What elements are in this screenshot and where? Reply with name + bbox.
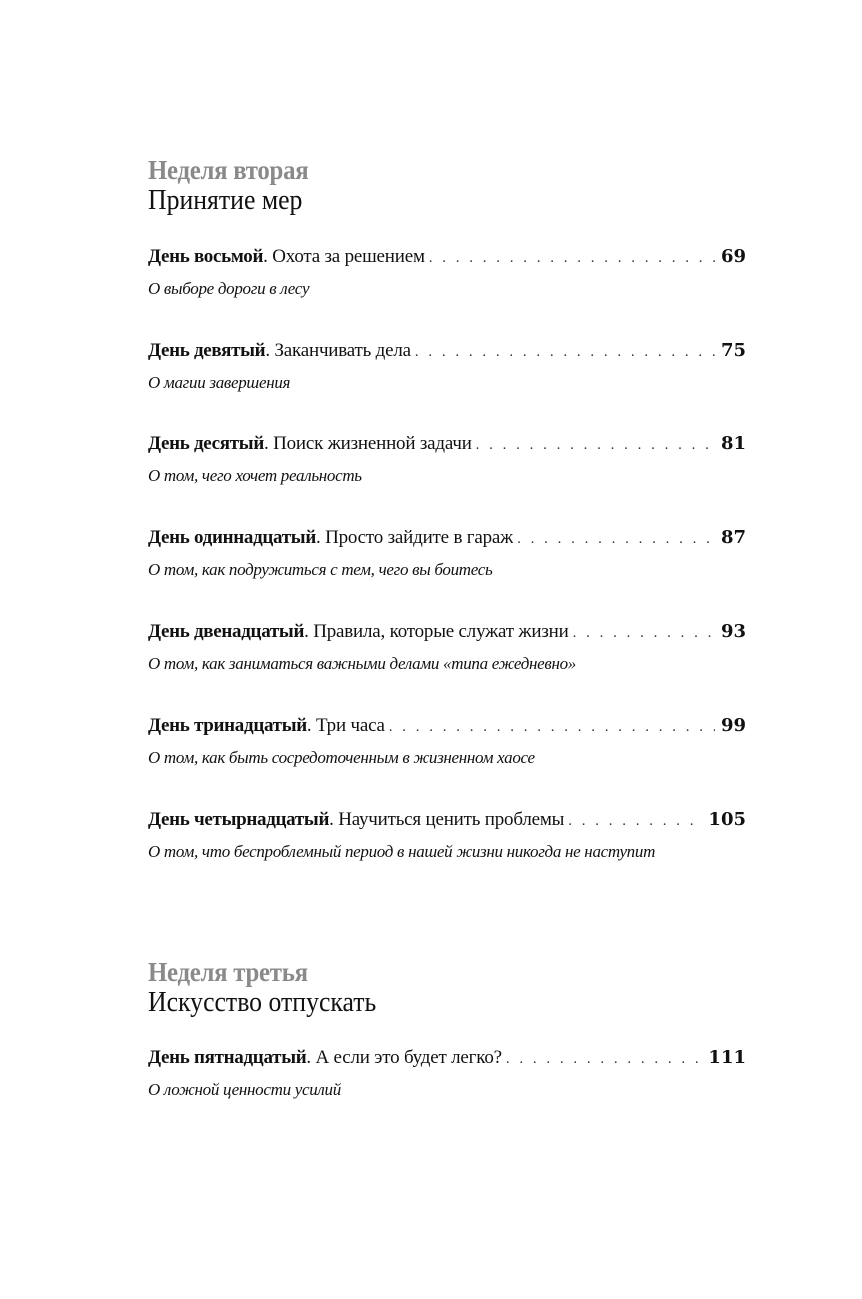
entry-page-number: 99 (720, 715, 746, 736)
entry-title: . Научиться ценить проблемы (329, 809, 565, 830)
toc-entry[interactable] (148, 714, 746, 769)
entry-day: День тринадцатый (148, 715, 307, 736)
entry-day: День одиннадцатый (148, 527, 316, 548)
entry-page-number: 81 (720, 433, 746, 454)
toc-entry[interactable] (148, 245, 746, 300)
entry-day: День восьмой (148, 246, 264, 267)
entry-title: . Три часа (306, 715, 385, 736)
dot-leader (415, 340, 715, 364)
entry-page-number: 93 (720, 621, 746, 642)
toc-entry[interactable] (148, 432, 746, 487)
entry-title: . Охота за решением (263, 246, 425, 267)
entry-title: . Поиск жизненной задачи (264, 433, 472, 454)
entry-title: . А если это будет легко? (306, 1047, 502, 1068)
toc-entry-line (148, 339, 746, 364)
dot-leader (568, 809, 702, 833)
week-label: Неделя третья (148, 957, 308, 987)
entry-subtitle: О магии завершения (148, 373, 291, 392)
dot-leader (573, 621, 715, 645)
entry-subtitle: О том, как заниматься важными делами «типа ежедневно» (148, 654, 576, 673)
week-label: Неделя вторая (148, 155, 309, 185)
entry-day: День двенадцатый (148, 621, 305, 642)
entry-subtitle: О том, как подружиться с тем, чего вы боитесь (148, 560, 493, 579)
dot-leader (517, 527, 715, 551)
week-title: Принятие мер (148, 185, 303, 216)
toc-entry-line (148, 432, 746, 457)
toc-entry[interactable] (148, 620, 746, 675)
entry-page-number: 105 (708, 809, 746, 830)
toc-entry[interactable] (148, 339, 746, 394)
dot-leader (389, 715, 715, 739)
entry-subtitle: О выборе дороги в лесу (148, 279, 310, 298)
entry-day: День девятый (148, 340, 266, 361)
entry-subtitle: О том, что беспроблемный период в нашей жизни никогда не наступит (148, 842, 656, 861)
dot-leader (476, 433, 715, 457)
dot-leader (429, 246, 715, 270)
toc-entry-line (148, 526, 746, 551)
toc-entry-line (148, 808, 746, 833)
entry-title: . Просто зайдите в гараж (315, 527, 514, 548)
entry-subtitle: О том, чего хочет реальность (148, 466, 362, 485)
toc-entry-line (148, 1046, 746, 1071)
toc-entry-line (148, 620, 746, 645)
toc-entry[interactable] (148, 526, 746, 581)
entry-title: . Правила, которые служат жизни (304, 621, 569, 642)
toc-entry[interactable] (148, 1046, 746, 1101)
toc-entry-line (148, 245, 746, 270)
entry-page-number: 111 (708, 1047, 746, 1068)
week-section-header (148, 957, 746, 1019)
entry-page-number: 69 (720, 246, 746, 267)
entry-page-number: 87 (720, 527, 746, 548)
dot-leader (506, 1047, 703, 1071)
entry-subtitle: О том, как быть сосредоточенным в жизненном хаосе (148, 748, 535, 767)
week-title: Искусство отпускать (148, 987, 377, 1018)
week-section-header (148, 155, 746, 217)
entry-title: . Заканчивать дела (265, 340, 411, 361)
toc-entry-line (148, 714, 746, 739)
entry-day: День пятнадцатый (148, 1047, 307, 1068)
entry-subtitle: О ложной ценности усилий (148, 1080, 341, 1099)
entry-day: День десятый (148, 433, 264, 454)
entry-page-number: 75 (720, 340, 746, 361)
toc-entry[interactable] (148, 808, 746, 863)
entry-day: День четырнадцатый (148, 809, 330, 830)
